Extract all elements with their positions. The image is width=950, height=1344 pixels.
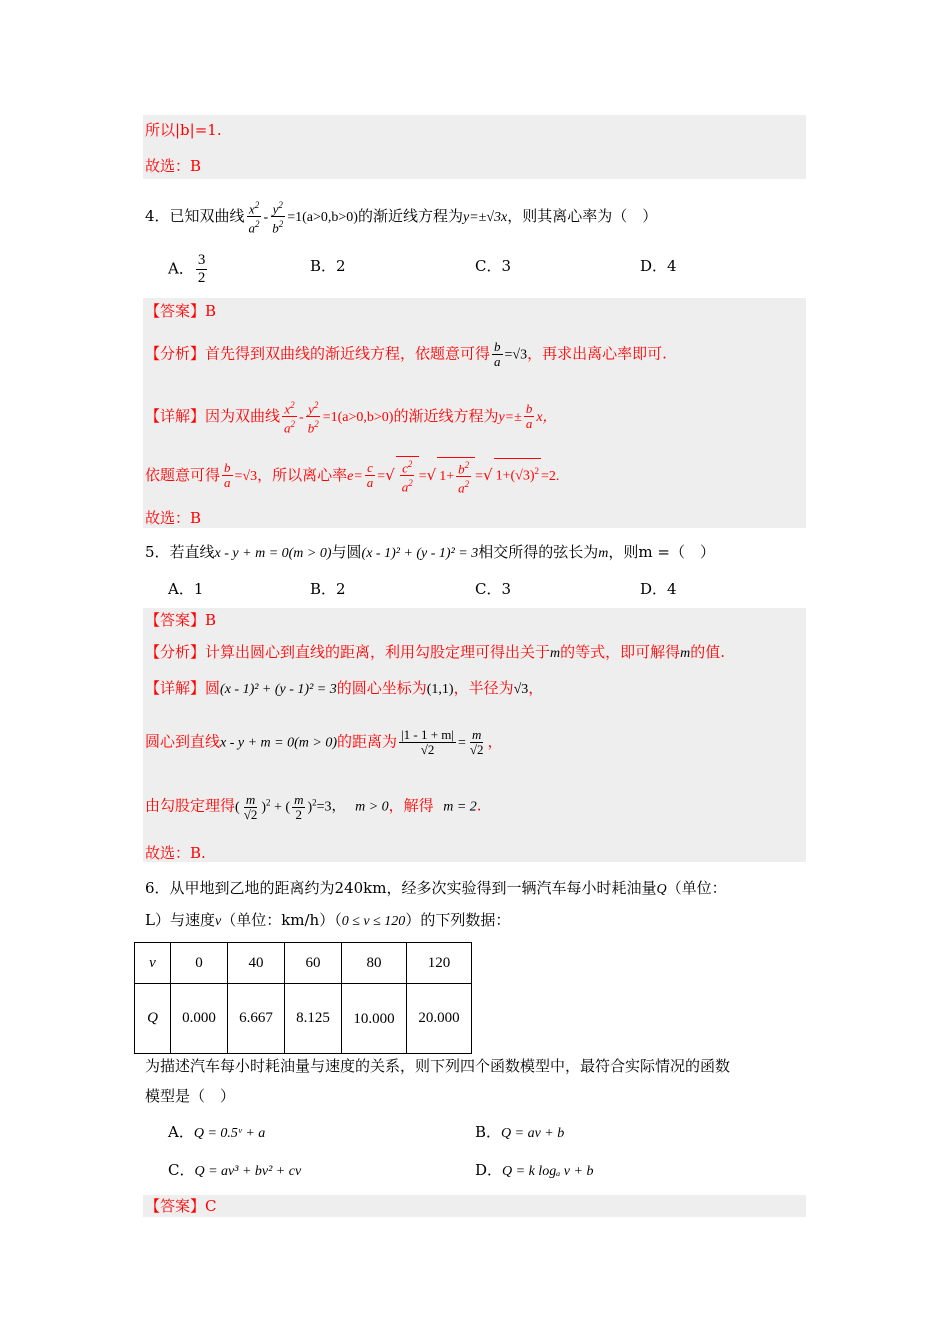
q4-analysis: 【分析】首先得到双曲线的渐近线方程，依题意可得 $\frac{b}{a}$ =√3，再求出离心率即可.	[145, 339, 667, 369]
q4-option-c: C．3	[475, 257, 512, 275]
q5-answer: 【答案】B	[145, 611, 217, 629]
q5-pythagoras: 由勾股定理得( $\frac{m}{√2}$ )$^2$ + ( $\frac{m}{2}$ )$^2$=3， m > 0，解得 m = 2.	[145, 791, 482, 822]
table-cell: 20.000	[407, 984, 472, 1054]
table-cell: v	[135, 943, 171, 984]
q6-stem-line1: 6．从甲地到乙地的距离约为240km，经多次实验得到一辆汽车每小时耗油量Q（单位：	[145, 879, 727, 897]
table-cell: 80	[342, 943, 407, 984]
q6-data-table	[134, 942, 472, 1054]
table-cell: 8.125	[285, 984, 342, 1054]
q5-distance: 圆心到直线x - y + m = 0(m > 0)的距离为 $\frac{|1 - 1 + m|}{√2}$ = $\frac{m}{√2}$ ，	[145, 727, 503, 757]
q5-stem: 5．若直线x - y + m = 0(m > 0)与圆(x - 1)² + (y - 1)² = 3相交所得的弦长为m，则m =（ ）	[145, 543, 715, 561]
q4-option-d: D．4	[640, 257, 677, 275]
q6-answer: 【答案】C	[145, 1197, 217, 1215]
q6-option-a: A．Q = 0.5ᵛ + a	[168, 1123, 266, 1141]
q5-detail: 【详解】圆(x - 1)² + (y - 1)² = 3的圆心坐标为(1,1)，半径为√3，	[145, 679, 544, 697]
q5-option-d: D．4	[640, 580, 677, 598]
q6-option-b: B．Q = av + b	[475, 1123, 565, 1141]
prev-solution-block	[143, 115, 806, 179]
q5-analysis: 【分析】计算出圆心到直线的距离，利用勾股定理可得出关于m的等式，即可解得m的值.	[145, 643, 726, 661]
q4-stem: 4．已知双曲线 $\frac{x^2}{a^2}$ - $\frac{y^2}{b^2}$ =1(a>0,b>0)的渐近线方程为y=±√3x，则其离心率为（ ）	[145, 200, 658, 236]
q5-option-a: A．1	[168, 580, 204, 598]
q6-option-d: D．Q = k logₐ v + b	[475, 1161, 594, 1179]
q4-choose: 故选：B	[145, 509, 202, 527]
q6-solution-block	[143, 1195, 806, 1217]
table-cell: 40	[228, 943, 285, 984]
table-row	[135, 984, 472, 1054]
q6-question-line2: 模型是（ ）	[145, 1087, 236, 1105]
prev-choose: 故选：B	[145, 157, 202, 175]
table-cell: 10.000	[342, 984, 407, 1054]
q5-option-b: B．2	[310, 580, 346, 598]
table-cell: Q	[135, 984, 171, 1054]
q5-choose: 故选：B.	[145, 844, 206, 862]
q4-option-b: B．2	[310, 257, 346, 275]
table-cell: 0.000	[171, 984, 228, 1054]
table-cell: 6.667	[228, 984, 285, 1054]
q6-question-line1: 为描述汽车每小时耗油量与速度的关系，则下列四个函数模型中，最符合实际情况的函数	[145, 1057, 731, 1075]
table-cell: 60	[285, 943, 342, 984]
table-row	[135, 943, 472, 984]
q4-answer: 【答案】B	[145, 302, 217, 320]
table-cell: 0	[171, 943, 228, 984]
q4-detail: 【详解】因为双曲线 $\frac{x^2}{a^2}$ - $\frac{y^2}{b^2}$ =1(a>0,b>0)的渐近线方程为y=± $\frac{b}{a}$ x，	[145, 400, 557, 436]
table-cell: 120	[407, 943, 472, 984]
q6-stem-line2: L）与速度v（单位：km/h）（0 ≤ v ≤ 120）的下列数据：	[145, 911, 511, 929]
prev-line: 所以|b|=1.	[145, 121, 222, 139]
q4-detail-2: 依题意可得 $\frac{b}{a}$ =√3，所以离心率e= $\frac{c}{a}$ =√ $\frac{c^2}{a^2}$ =√ 1+ $\frac{b^2}{a^2}$ =√ $1+(√3)^2 =2$.	[145, 456, 559, 495]
q4-option-a: A． $\frac{3}{2}$	[168, 252, 206, 286]
q5-option-c: C．3	[475, 580, 512, 598]
q6-option-c: C．Q = av³ + bv² + cv	[168, 1161, 302, 1179]
